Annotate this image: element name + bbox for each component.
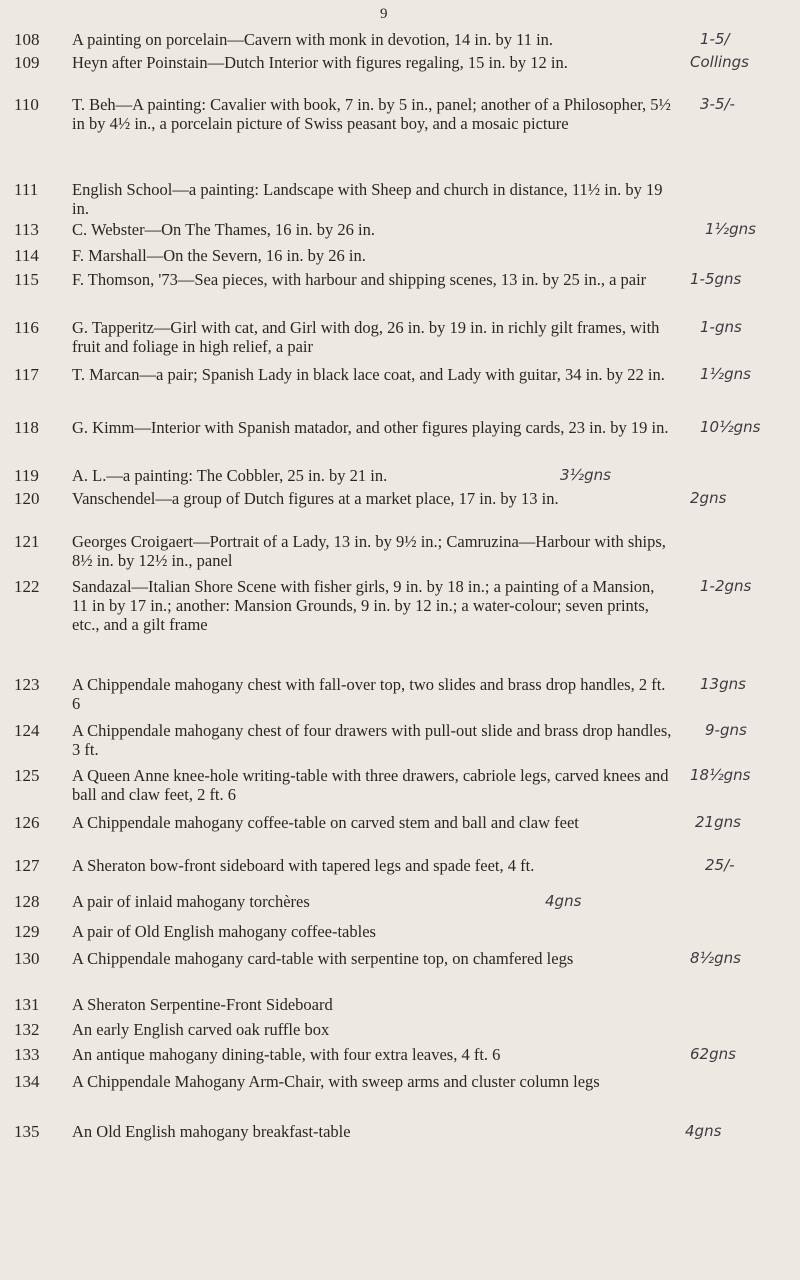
handwritten-price-note: 1-2gns	[700, 577, 752, 595]
lot-number: 109	[14, 53, 40, 72]
lot-number: 126	[14, 813, 40, 832]
lot-number: 132	[14, 1020, 40, 1039]
lot-description: An antique mahogany dining-table, with four extra leaves, 4 ft. 6	[72, 1045, 501, 1064]
lot-description: F. Marshall—On the Severn, 16 in. by 26 in.	[72, 246, 366, 265]
lot-description: An Old English mahogany breakfast-table	[72, 1122, 351, 1141]
lot-number: 117	[14, 365, 39, 384]
handwritten-price-note: 1½gns	[700, 365, 751, 383]
lot-number: 116	[14, 318, 39, 337]
lot-number: 122	[14, 577, 40, 596]
lot-description: A Chippendale mahogany card-table with serpentine top, on chamfered legs	[72, 949, 574, 968]
handwritten-price-note: 21gns	[695, 813, 741, 831]
handwritten-price-note: 25/-	[705, 856, 735, 874]
lot-description: T. Marcan—a pair; Spanish Lady in black lace coat, and Lady with guitar, 34 in. by 22 in.	[72, 365, 665, 384]
lot-description: G. Kimm—Interior with Spanish matador, and other figures playing cards, 23 in. by 19 in.	[72, 418, 669, 437]
handwritten-price-note: Collings	[690, 53, 749, 71]
lot-description: English School—a painting: Landscape with Sheep and church in distance, 11½ in. by 19 in.	[72, 180, 663, 218]
handwritten-price-note: 3½gns	[560, 466, 611, 484]
lot-description: A pair of Old English mahogany coffee-tables	[72, 922, 376, 941]
handwritten-price-note: 62gns	[690, 1045, 736, 1063]
lot-number: 135	[14, 1122, 40, 1141]
lot-number: 120	[14, 489, 40, 508]
lot-description: C. Webster—On The Thames, 16 in. by 26 in.	[72, 220, 375, 239]
handwritten-price-note: 13gns	[700, 675, 746, 693]
lot-description: Vanschendel—a group of Dutch figures at a market place, 17 in. by 13 in.	[72, 489, 559, 508]
lot-number: 124	[14, 721, 40, 740]
handwritten-price-note: 3-5/-	[700, 95, 735, 113]
lot-description: G. Tapperitz—Girl with cat, and Girl with dog, 26 in. by 19 in. in richly gilt frames, with fruit and foliage in high relief, a pair	[72, 318, 660, 356]
lot-description: Georges Croigaert—Portrait of a Lady, 13 in. by 9½ in.; Camruzina—Harbour with ships, 8½ in. by 12½ in., panel	[72, 532, 666, 570]
lot-description: A Chippendale mahogany chest with fall-over top, two slides and brass drop handles, 2 ft. 6	[72, 675, 666, 713]
lot-number: 113	[14, 220, 39, 239]
lot-description: A. L.—a painting: The Cobbler, 25 in. by 21 in.	[72, 466, 388, 485]
lot-number: 127	[14, 856, 40, 875]
lot-number: 114	[14, 246, 39, 265]
lot-number: 123	[14, 675, 40, 694]
lot-description: T. Beh—A painting: Cavalier with book, 7 in. by 5 in., panel; another of a Philosopher, 5½ in by 4½ in., a porcelain picture of Swiss peasant boy, and a mosaic picture	[72, 95, 671, 133]
handwritten-price-note: 18½gns	[690, 766, 751, 784]
handwritten-price-note: 2gns	[690, 489, 727, 507]
handwritten-price-note: 9-gns	[705, 721, 747, 739]
lot-description: F. Thomson, '73—Sea pieces, with harbour and shipping scenes, 13 in. by 25 in., a pair	[72, 270, 647, 289]
handwritten-price-note: 4gns	[545, 892, 582, 910]
lot-number: 110	[14, 95, 39, 114]
lot-description: Heyn after Poinstain—Dutch Interior with figures regaling, 15 in. by 12 in.	[72, 53, 568, 72]
handwritten-price-note: 4gns	[685, 1122, 722, 1140]
lot-description: A Sheraton Serpentine-Front Sideboard	[72, 995, 333, 1014]
lot-number: 121	[14, 532, 40, 551]
lot-description: A Sheraton bow-front sideboard with tapered legs and spade feet, 4 ft.	[72, 856, 535, 875]
lot-number: 134	[14, 1072, 40, 1091]
lot-number: 111	[14, 180, 39, 199]
lot-description: A Chippendale mahogany coffee-table on carved stem and ball and claw feet	[72, 813, 579, 832]
lot-number: 118	[14, 418, 39, 437]
lot-number: 108	[14, 30, 40, 49]
lot-number: 133	[14, 1045, 40, 1064]
lot-number: 125	[14, 766, 40, 785]
lot-number: 131	[14, 995, 40, 1014]
lot-description: A painting on porcelain—Cavern with monk in devotion, 14 in. by 11 in.	[72, 30, 554, 49]
lot-description: A Queen Anne knee-hole writing-table with three drawers, cabriole legs, carved knees and ball and claw feet, 2 ft. 6	[72, 766, 669, 804]
lot-description: A Chippendale mahogany chest of four drawers with pull-out slide and brass drop handles, 3 ft.	[72, 721, 672, 759]
lot-description: Sandazal—Italian Shore Scene with fisher girls, 9 in. by 18 in.; a painting of a Mansion, 11 in by 17 in.; another: Mansion Grounds, 9 in. by 12 in.; a water-colour; seven prints, etc., and a gilt frame	[72, 577, 655, 634]
lot-number: 129	[14, 922, 40, 941]
lot-number: 128	[14, 892, 40, 911]
lot-number: 115	[14, 270, 39, 289]
page-number: 9	[380, 6, 388, 22]
handwritten-price-note: 1-5/	[700, 30, 730, 48]
handwritten-price-note: 1-5gns	[690, 270, 742, 288]
lot-description: A pair of inlaid mahogany torchères	[72, 892, 310, 911]
lot-description: An early English carved oak ruffle box	[72, 1020, 330, 1039]
handwritten-price-note: 1-gns	[700, 318, 742, 336]
handwritten-price-note: 10½gns	[700, 418, 761, 436]
handwritten-price-note: 1½gns	[705, 220, 756, 238]
lot-description: A Chippendale Mahogany Arm-Chair, with sweep arms and cluster column legs	[72, 1072, 600, 1091]
lot-number: 119	[14, 466, 39, 485]
handwritten-price-note: 8½gns	[690, 949, 741, 967]
lot-number: 130	[14, 949, 40, 968]
